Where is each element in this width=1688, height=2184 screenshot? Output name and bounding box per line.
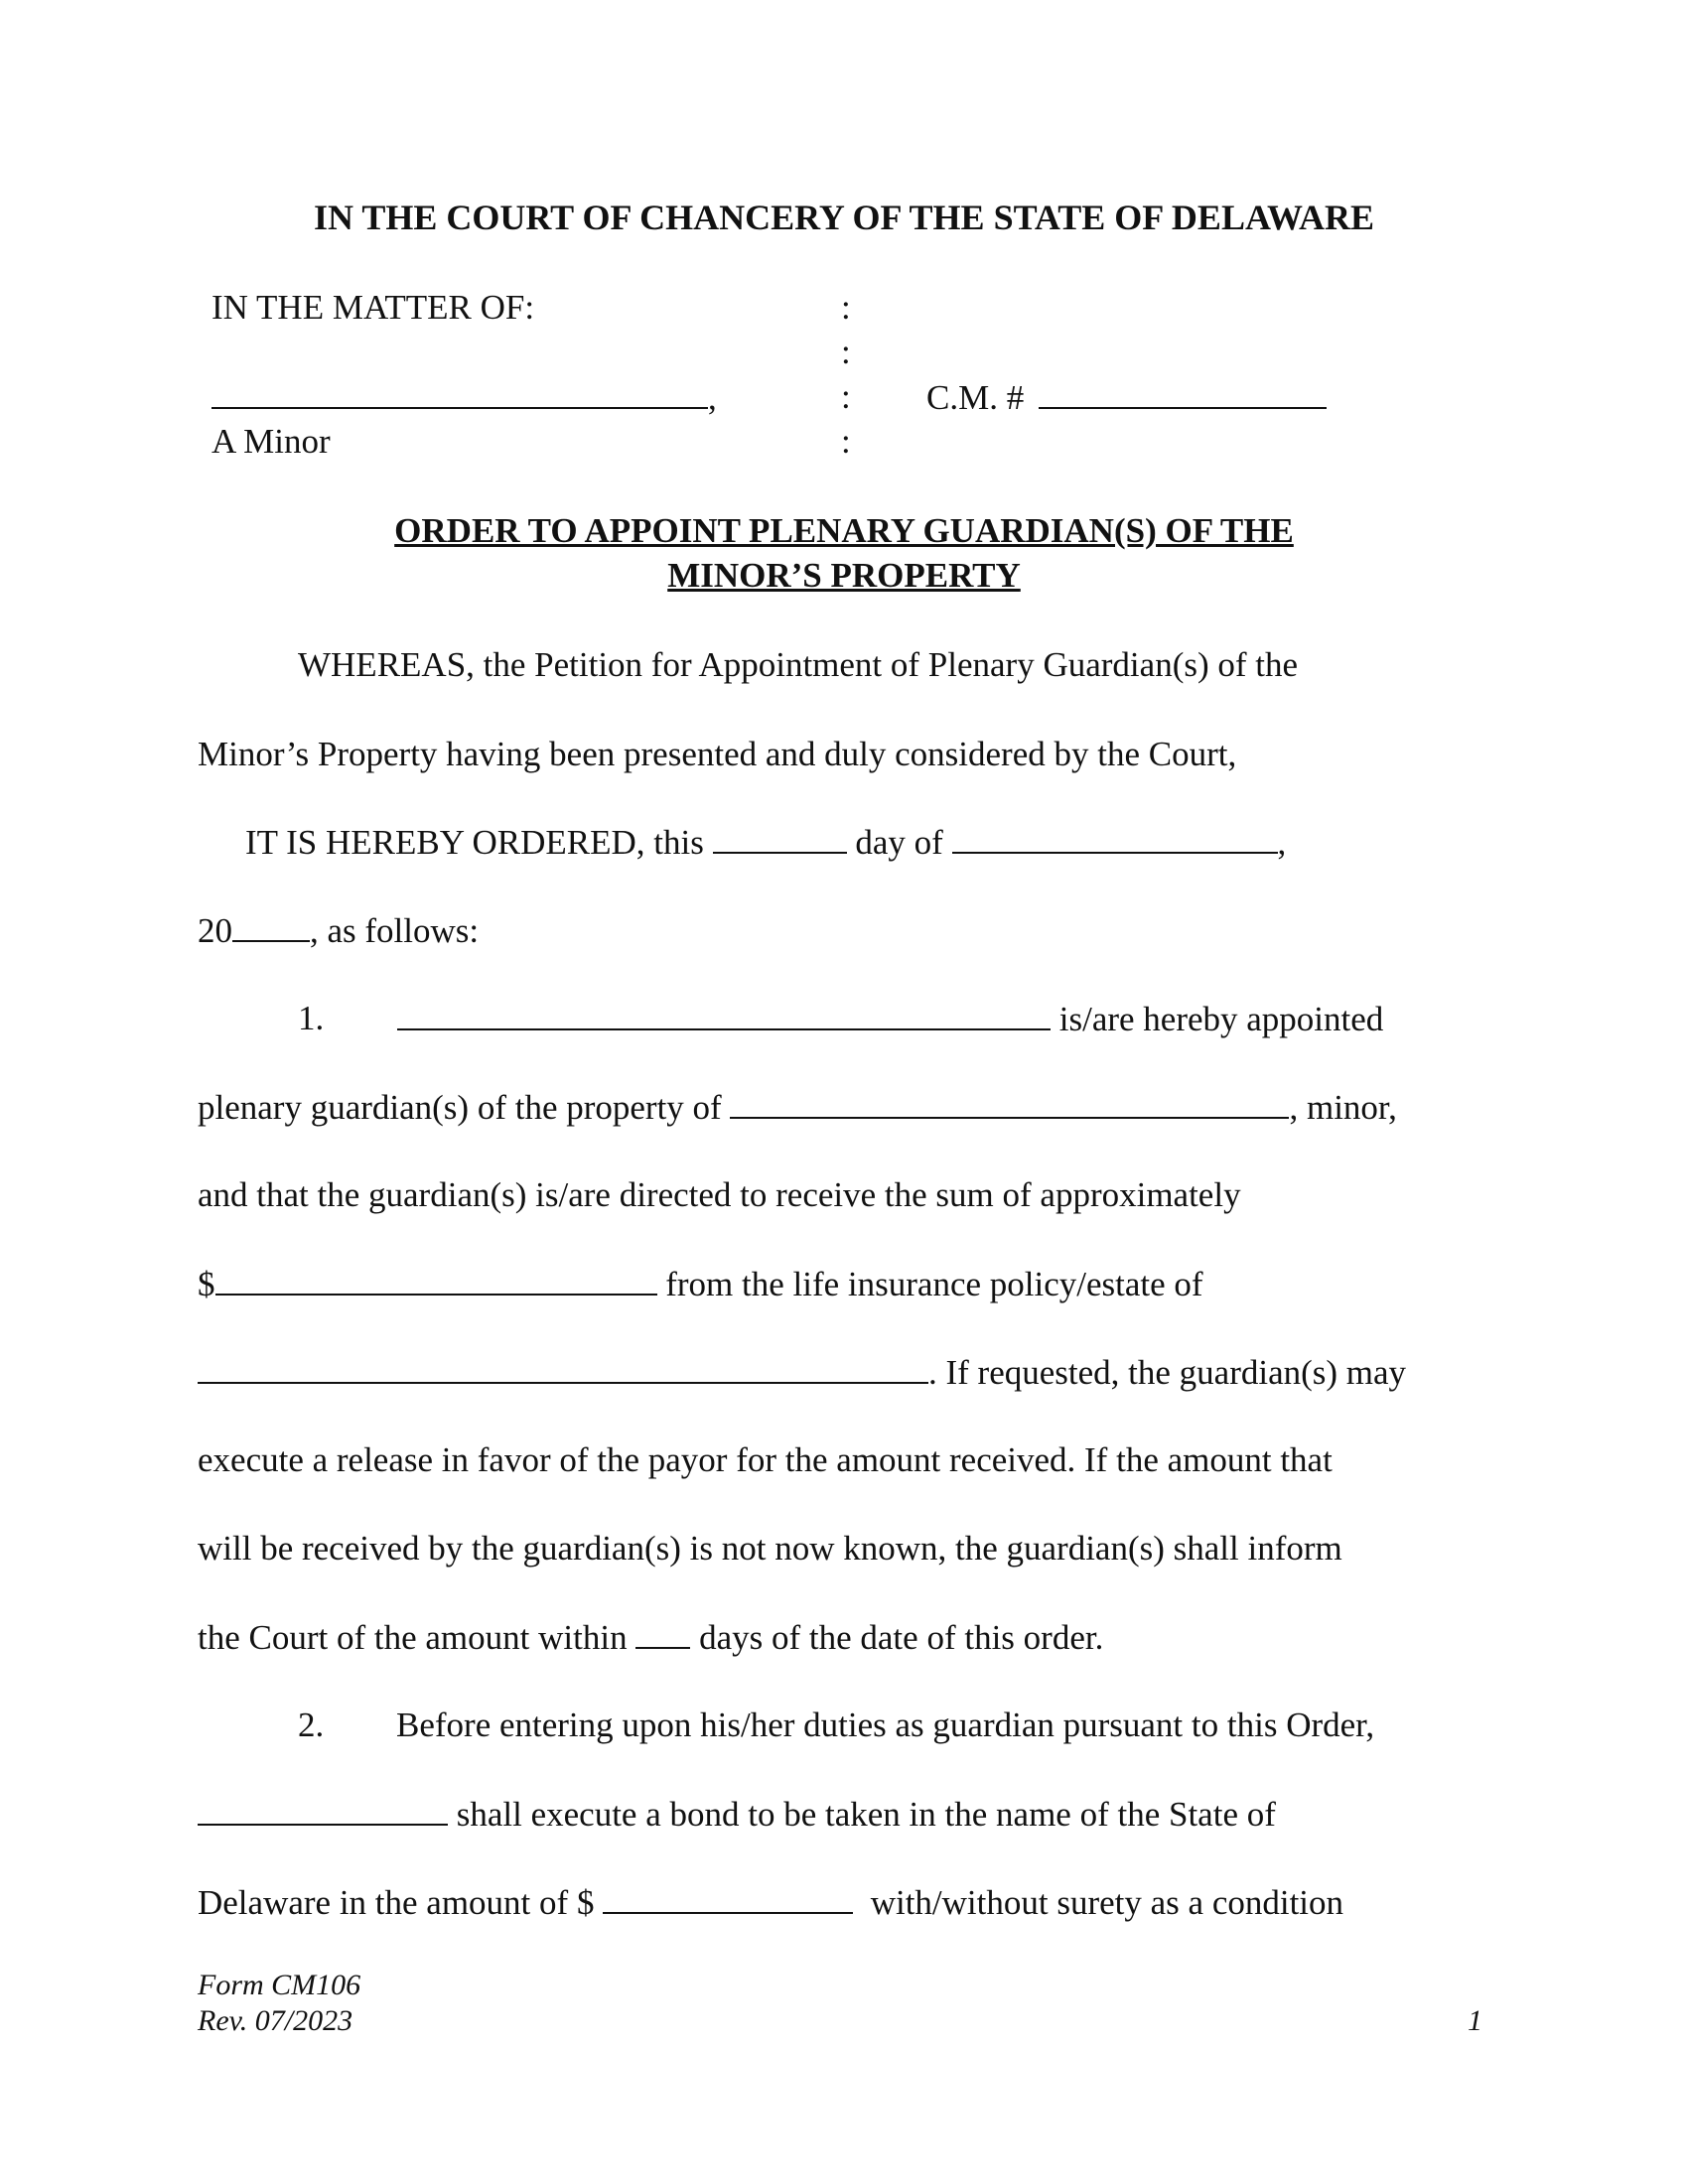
- para2-line-2: shall execute a bond to be taken in the name of the State of: [198, 1794, 1276, 1835]
- para1-line-6: execute a release in favor of the payor for the amount received. If the amount that: [198, 1440, 1333, 1479]
- para1-line-1: is/are hereby appointed: [397, 999, 1383, 1039]
- year-line: 20 , as follows:: [198, 911, 480, 950]
- property-of-blank[interactable]: [730, 1087, 1289, 1119]
- para1-line-2: plenary guardian(s) of the property of , minor,: [198, 1088, 1397, 1127]
- bond-amount-blank[interactable]: [603, 1882, 853, 1914]
- page-number: 1: [1468, 2004, 1482, 2037]
- day-blank[interactable]: [713, 822, 847, 854]
- whereas-line-2: Minor’s Property having been presented and duly considered by the Court,: [198, 735, 1237, 773]
- order-title-line1: ORDER TO APPOINT PLENARY GUARDIAN(S) OF THE: [394, 511, 1294, 550]
- para1-number: 1.: [298, 999, 325, 1037]
- guardian-name-blank[interactable]: [397, 999, 1051, 1030]
- ordered-line: IT IS HEREBY ORDERED, this day of ,: [245, 823, 1287, 862]
- caption-colon-4: :: [841, 422, 851, 461]
- caption-colon-3: :: [841, 377, 851, 416]
- month-blank[interactable]: [952, 822, 1278, 854]
- bond-person-blank[interactable]: [198, 1794, 448, 1826]
- estate-of-blank[interactable]: [198, 1352, 928, 1384]
- para1-line-7: will be received by the guardian(s) is not now known, the guardian(s) shall inform: [198, 1529, 1342, 1568]
- matter-label: IN THE MATTER OF:: [211, 288, 535, 327]
- para1-line-8: the Court of the amount within days of the date of this order.: [198, 1618, 1104, 1657]
- para1-line-4: $ from the life insurance policy/estate of: [198, 1265, 1203, 1303]
- order-title-line2: MINOR’S PROPERTY: [667, 556, 1021, 595]
- cm-number-line: [926, 377, 1327, 418]
- whereas-line-1: WHEREAS, the Petition for Appointment of Plenary Guardian(s) of the: [298, 645, 1299, 684]
- form-number: Form CM106: [198, 1969, 361, 2001]
- para2-line-3: Delaware in the amount of $ with/without surety as a condition: [198, 1883, 1344, 1922]
- para2-number: 2.: [298, 1706, 325, 1744]
- form-revision: Rev. 07/2023: [198, 2004, 353, 2037]
- para2-line-1: Before entering upon his/her duties as guardian pursuant to this Order,: [396, 1706, 1375, 1744]
- court-heading: IN THE COURT OF CHANCERY OF THE STATE OF DELAWARE: [314, 198, 1374, 237]
- minor-label: A Minor: [211, 422, 331, 461]
- cm-label: C.M. #: [926, 378, 1025, 417]
- caption-colon-1: :: [841, 288, 851, 327]
- minor-name-blank[interactable]: [211, 377, 708, 409]
- year-blank[interactable]: [232, 910, 310, 942]
- para1-line-3: and that the guardian(s) is/are directed to receive the sum of approximately: [198, 1175, 1241, 1214]
- minor-name-line: ,: [211, 377, 717, 418]
- sum-blank[interactable]: [215, 1264, 657, 1296]
- days-blank[interactable]: [635, 1617, 690, 1649]
- cm-number-blank[interactable]: [1039, 377, 1327, 409]
- caption-colon-2: :: [841, 333, 851, 371]
- para1-line-5: . If requested, the guardian(s) may: [198, 1352, 1406, 1393]
